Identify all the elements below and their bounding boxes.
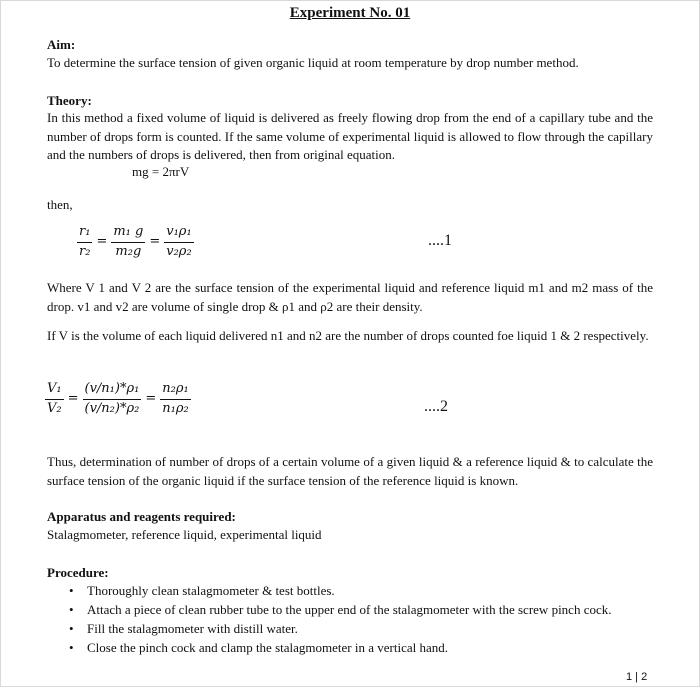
bullet-icon: •: [69, 601, 74, 617]
eq2-t3-den: n₁ρ₂: [162, 400, 189, 416]
procedure-step-2: Attach a piece of clean rubber tube to the upper end of the stalagmometer with the screw pinch cock.: [87, 601, 612, 617]
eq1-t3-num: v₁ρ₁: [164, 223, 193, 243]
if-v-text: If V is the volume of each liquid delivered n1 and n2 are the number of drops counted foe liquid 1 & 2 respectively.: [47, 328, 649, 343]
procedure-heading: Procedure:: [47, 565, 109, 580]
page-number: 1 | 2: [626, 671, 648, 683]
eq2-t1-num: V₁: [45, 380, 64, 400]
bullet-icon: •: [69, 620, 74, 636]
eq1-t1-den: r₂: [79, 243, 91, 259]
eq1-t3-den: v₂ρ₂: [166, 243, 192, 259]
then-label: then,: [47, 197, 73, 212]
eq1-t2-num: m₁ g: [111, 223, 145, 243]
aim-text: To determine the surface tension of given organic liquid at room temperature by drop number method.: [47, 55, 579, 70]
eq2-fraction-vn: [83, 380, 142, 419]
theory-text: In this method a fixed volume of liquid is delivered as freely flowing drop from the end of a capillary tube and the number of drops form is counted. If the same volume of experimental liquid is allowed to flow through the capillary and the numbers of drops is delivered, then from original equation.: [47, 110, 653, 162]
eq1-fraction-v: [164, 223, 193, 262]
eq2-t3-num: n₂ρ₁: [160, 380, 190, 400]
experiment-title: Experiment No. 01: [289, 5, 411, 21]
theory-heading: Theory:: [47, 93, 92, 108]
procedure-step-4: Close the pinch cock and clamp the stalagmometer in a vertical hand.: [87, 639, 448, 655]
main-equation: mg = 2πrV: [132, 164, 190, 179]
apparatus-heading: Apparatus and reagents required:: [47, 509, 236, 524]
procedure-step-3: Fill the stalagmometer with distill water.: [87, 620, 298, 636]
bullet-icon: •: [69, 583, 74, 598]
aim-heading: Aim:: [47, 37, 76, 52]
bullet-icon: •: [69, 639, 74, 655]
eq1-label: ....1: [428, 232, 452, 249]
list-item: [47, 601, 667, 620]
list-item: [47, 620, 667, 639]
list-item: [47, 639, 667, 658]
apparatus-text: Stalagmometer, reference liquid, experimental liquid: [47, 527, 322, 542]
eq2-t1-den: V₂: [47, 400, 62, 416]
procedure-list: [47, 582, 667, 657]
eq2-t2-den: (v/n₂)*ρ₂: [84, 400, 140, 416]
procedure-step-1: Thoroughly clean stalagmometer & test bottles.: [87, 583, 335, 598]
equation-1: $\frac{\text{r₁}}{\text{r₂}}$ = $\frac{\text{m₁ g}}{\text{m₂g}}$ = $\frac{\text{v₁ρ₁}}{\text{v₂ρ₂}}$: [77, 223, 194, 262]
eq1-t2-den: m₂g: [115, 243, 142, 259]
where-text: Where V 1 and V 2 are the surface tension of the experimental liquid and reference liquid m1 and m2 mass of the drop. v1 and v2 are volume of single drop & ρ1 and ρ2 are their density.: [47, 280, 653, 314]
thus-text: Thus, determination of number of drops of a certain volume of a given liquid & a reference liquid & to calculate the surface tension of the organic liquid if the surface tension of the reference liquid is known.: [47, 454, 653, 488]
equation-2: $\frac{\text{V₁}}{\text{V₂}}$ = $\frac{\text{(v/n₁)*ρ₁}}{\text{(v/n₂)*ρ₂}}$ = $\frac{\text{n₂ρ₁}}{\text{n₁ρ₂}}$: [45, 380, 191, 419]
eq2-label: ....2: [424, 398, 448, 415]
eq2-fraction-n: [160, 380, 190, 419]
eq2-fraction-v: [45, 380, 64, 419]
eq1-fraction-m: [111, 223, 145, 262]
eq1-fraction-r: [77, 223, 92, 262]
eq2-t2-num: (v/n₁)*ρ₁: [83, 380, 142, 400]
list-item: [47, 582, 667, 601]
eq1-t1-num: r₁: [77, 223, 92, 243]
